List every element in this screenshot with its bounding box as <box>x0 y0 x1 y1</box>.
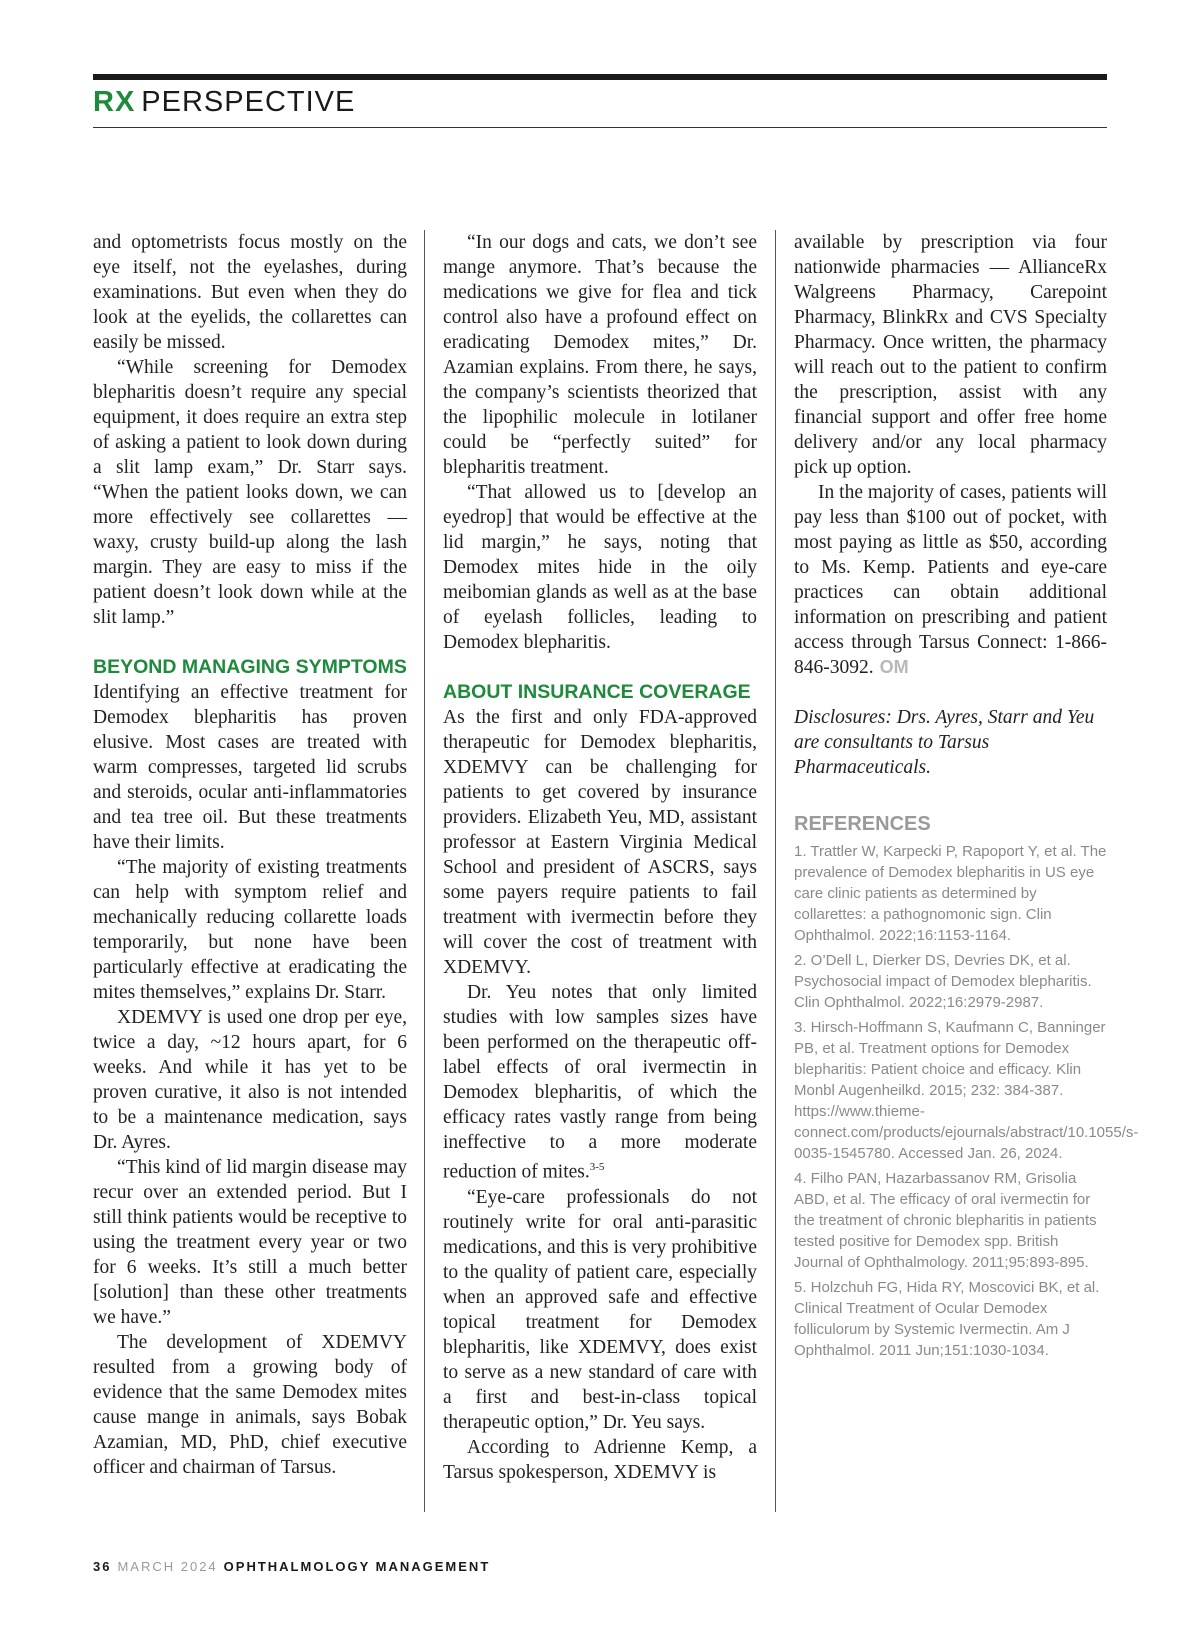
section-title-text: PERSPECTIVE <box>141 86 356 118</box>
paragraph-text: Dr. Yeu notes that only limited studies with low samples sizes have been performed on the therapeutic off-label effects of oral ivermectin in Demodex blepharitis, of which the efficacy rates vastly range from being ineffective to a more moderate reduction of mites. <box>443 982 757 1183</box>
paragraph: According to Adrienne Kemp, a Tarsus spokesperson, XDEMVY is <box>443 1436 757 1483</box>
reference-item: 3. Hirsch-Hoffmann S, Kaufmann C, Banninger PB, et al. Treatment options for Demodex blepharitis: Patient choice and efficacy. Klin Monbl Augenheilkd. 2015; 232: 384-387. https://www.thieme-connect.com/products/ejournals/abstract/10.1055/s-0035-1545780. Accessed Jan. 26, 2024. <box>794 1019 1139 1162</box>
disclosures: Disclosures: Drs. Ayres, Starr and Yeu are consultants to Tarsus Pharmaceuticals. <box>794 707 1095 778</box>
reference-item: 5. Holzchuh FG, Hida RY, Moscovici BK, et al. Clinical Treatment of Ocular Demodex folliculorum by Systemic Ivermectin. Am J Ophthalmol. 2011 Jun;151:1030-1034. <box>794 1279 1100 1359</box>
subheading: ABOUT INSURANCE COVERAGE <box>443 681 751 703</box>
reference-item: 2. O’Dell L, Dierker DS, Devries DK, et al. Psychosocial impact of Demodex blepharitis. Clin Ophthalmol. 2022;16:2979-2987. <box>794 952 1092 1011</box>
section-title-rx: RX <box>93 86 136 118</box>
reference-item: 4. Filho PAN, Hazarbassanov RM, Grisolia ABD, et al. The efficacy of oral ivermectin for the treatment of chronic blepharitis in patients tested positive for Demodex spp. British Journal of Ophthalmology. 2011;95:893-895. <box>794 1170 1097 1271</box>
paragraph: available by prescription via four nationwide pharmacies — AllianceRx Walgreens Pharmacy, Carepoint Pharmacy, BlinkRx and CVS Specialty Pharmacy. Once written, the pharmacy will reach out to the patient to confirm the prescription, assist with any financial support and offer free home delivery and/or any local pharmacy pick up option. <box>794 232 1107 478</box>
citation-superscript: 3-5 <box>589 1161 605 1173</box>
paragraph: The development of XDEMVY resulted from a growing body of evidence that the same Demodex mites cause mange in animals, says Bobak Azamian, MD, PhD, chief executive officer and chairman of Tarsus. <box>93 1332 407 1478</box>
references-heading: REFERENCES <box>794 813 931 835</box>
column-3 <box>794 230 1139 1361</box>
magazine-name: OPHTHALMOLOGY MANAGEMENT <box>223 1559 491 1574</box>
paragraph: XDEMVY is used one drop per eye, twice a day, ~12 hours apart, for 6 weeks. And while it has yet to be proven curative, it also is not intended to be a maintenance medication, says Dr. Ayres. <box>93 1007 407 1153</box>
paragraph <box>794 480 1107 680</box>
subheading: BEYOND MANAGING SYMPTOMS <box>93 656 407 678</box>
page-number: 36 <box>93 1559 112 1574</box>
paragraph: “Eye-care professionals do not routinely write for oral anti-parasitic medications, and this is very prohibitive to the quality of patient care, especially when an approved safe and effective topical treatment for Demodex blepharitis, like XDEMVY, does exist to serve as a new standard of care with a first and best-in-class topical therapeutic option,” Dr. Yeu says. <box>443 1186 757 1433</box>
paragraph: and optometrists focus mostly on the eye itself, not the eyelashes, during examinations. But even when they do look at the eyelids, the collarettes can easily be missed. <box>93 232 407 353</box>
section-title <box>93 86 355 119</box>
paragraph <box>443 980 757 1185</box>
end-mark-om: OM <box>879 657 909 677</box>
column-2 <box>443 230 757 1485</box>
paragraph: As the first and only FDA-approved therapeutic for Demodex blepharitis, XDEMVY can be challenging for patients to get covered by insurance providers. Elizabeth Yeu, MD, assistant professor at Eastern Virginia Medical School and president of ASCRS, says some payers require patients to fail treatment with ivermectin before they will cover the cost of treatment with XDEMVY. <box>443 707 757 978</box>
paragraph: “The majority of existing treatments can help with symptom relief and mechanically reducing collarette loads temporarily, but none have been particularly effective at eradicating the mites themselves,” explains Dr. Starr. <box>93 857 407 1003</box>
paragraph: “This kind of lid margin disease may recur over an extended period. But I still think patients would be receptive to using the treatment every year or two for 6 weeks. It’s still a much better [solution] than these other treatments we have.” <box>93 1157 407 1328</box>
paragraph-text: In the majority of cases, patients will pay less than $100 out of pocket, with most paying as little as $50, according to Ms. Kemp. Patients and eye-care practices can obtain additional information on prescribing and patient access through Tarsus Connect: 1-866-846-3092. <box>794 482 1107 678</box>
column-divider <box>424 230 425 1512</box>
paragraph: Identifying an effective treatment for Demodex blepharitis has proven elusive. Most cases are treated with warm compresses, targeted lid scrubs and steroids, ocular anti-inflammatories and tea tree oil. But these treatments have their limits. <box>93 682 407 853</box>
issue-date: MARCH 2024 <box>117 1559 218 1574</box>
header-rule-thin <box>93 127 1107 128</box>
column-1 <box>93 230 407 1480</box>
page-footer <box>93 1559 490 1574</box>
reference-item: 1. Trattler W, Karpecki P, Rapoport Y, et al. The prevalence of Demodex blepharitis in US eye care clinic patients as determined by collarettes: a pathognomonic sign. Clin Ophthalmol. 2022;16:1153-1164. <box>794 843 1107 944</box>
paragraph: “In our dogs and cats, we don’t see mange anymore. That’s because the medications we give for flea and tick control also have a profound effect on eradicating Demodex mites,” Dr. Azamian explains. From there, he says, the company’s scientists theorized that the lipophilic molecule in lotilaner could be “perfectly suited” for blepharitis treatment. <box>443 232 757 478</box>
column-divider <box>775 230 776 1512</box>
paragraph: “That allowed us to [develop an eyedrop] that would be effective at the lid margin,” he says, noting that Demodex mites hide in the oily meibomian glands as well as at the base of eyelash follicles, leading to Demodex blepharitis. <box>443 482 757 653</box>
paragraph: “While screening for Demodex blepharitis doesn’t require any special equipment, it does require an extra step of asking a patient to look down during a slit lamp exam,” Dr. Starr says. “When the patient looks down, we can more effectively see collarettes — waxy, crusty build-up along the lash margin. They are easy to miss if the patient doesn’t look down while at the slit lamp.” <box>93 357 407 628</box>
header-rule-thick <box>93 74 1107 80</box>
